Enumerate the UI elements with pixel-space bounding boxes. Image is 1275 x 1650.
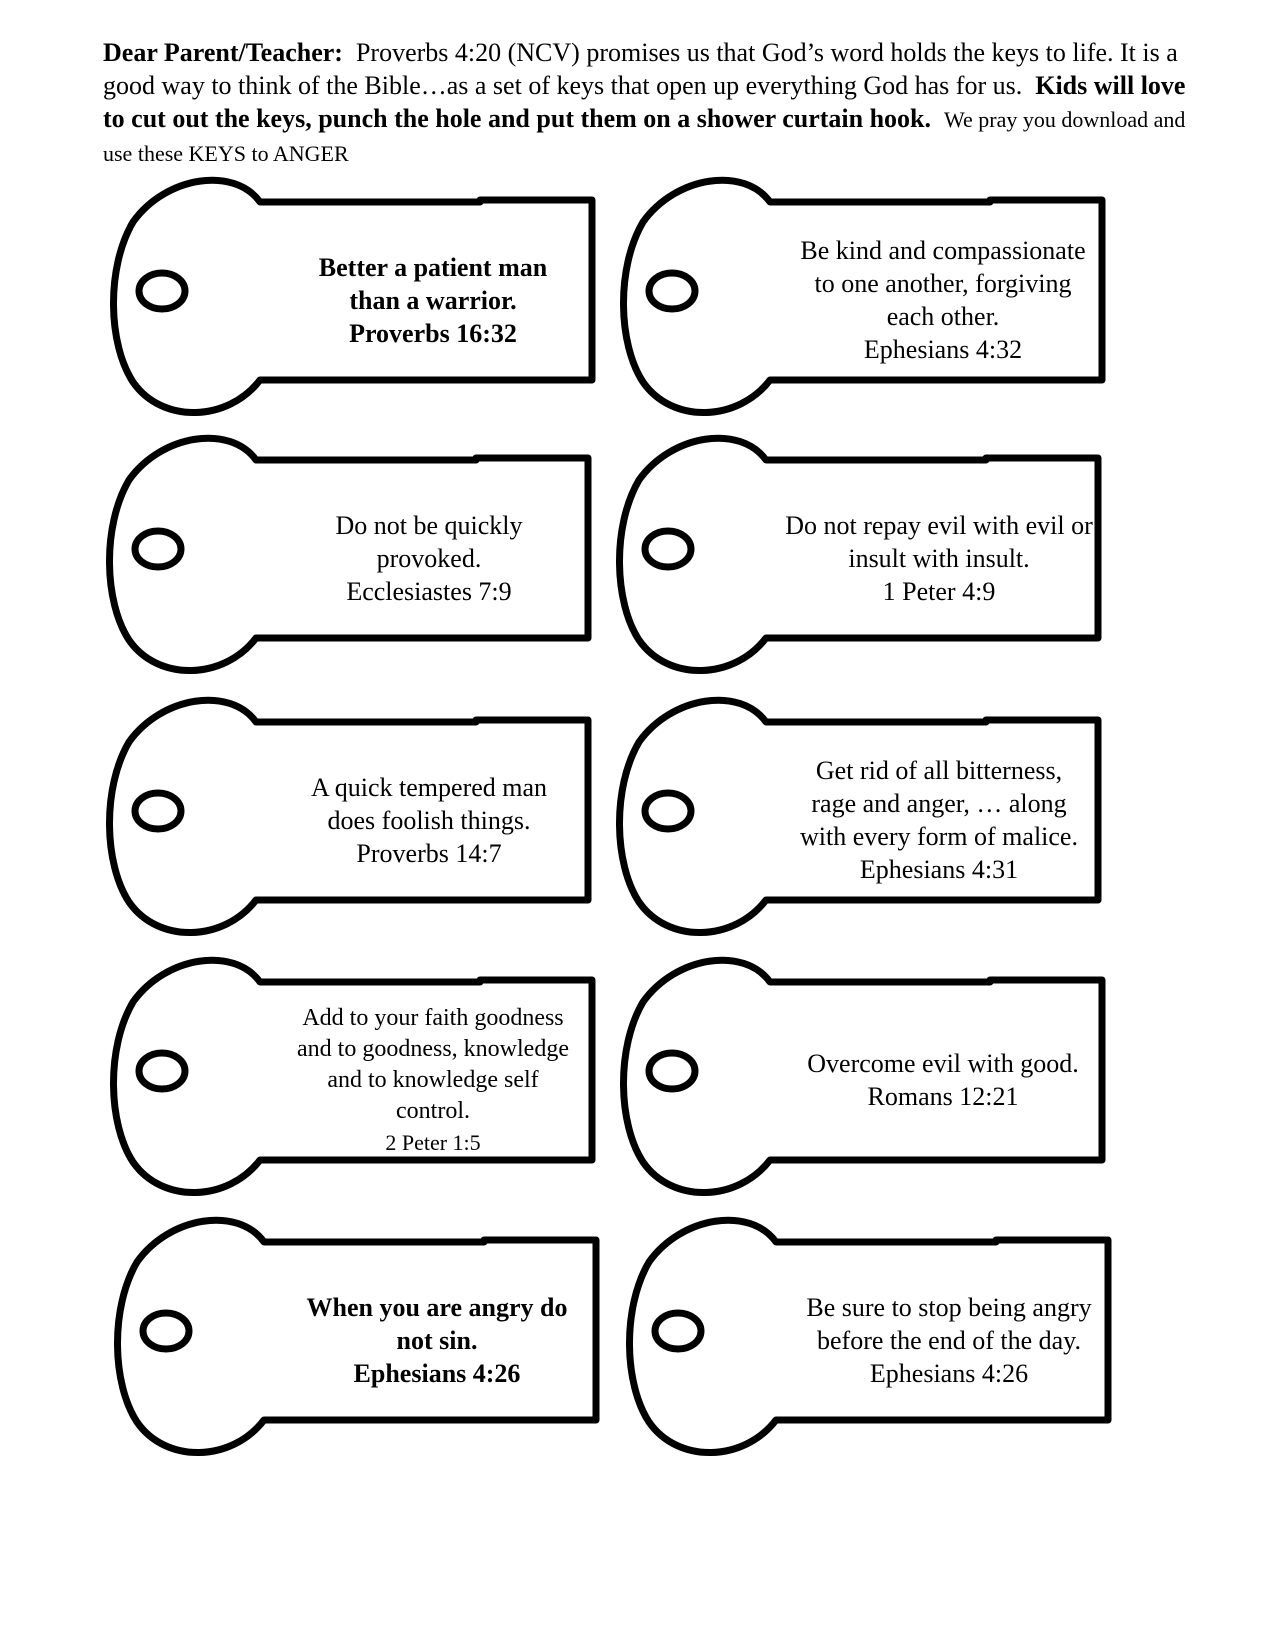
salutation: Dear Parent/Teacher:	[103, 38, 343, 67]
key-line: Better a patient man	[318, 252, 548, 282]
key-card	[624, 1212, 1144, 1474]
key-line: insult with insult.	[848, 543, 1030, 573]
key-card	[108, 952, 628, 1214]
key-card	[614, 430, 1134, 692]
key-reference: Ephesians 4:26	[353, 1358, 521, 1388]
key-reference: 1 Peter 4:9	[882, 576, 996, 606]
key-line: and to knowledge self	[327, 1066, 539, 1093]
key-text	[764, 466, 1114, 650]
key-reference: Ephesians 4:26	[869, 1358, 1029, 1388]
key-text	[258, 988, 608, 1172]
key-card	[108, 172, 628, 434]
key-card	[618, 172, 1138, 434]
key-card	[112, 1212, 632, 1474]
key-reference: Ephesians 4:31	[859, 855, 1019, 884]
key-reference: Proverbs 16:32	[349, 318, 517, 348]
key-text	[768, 208, 1118, 392]
key-line: control.	[396, 1097, 470, 1124]
key-reference: 2 Peter 1:5	[385, 1129, 481, 1155]
key-card	[614, 692, 1134, 954]
key-reference: Proverbs 14:7	[356, 838, 502, 868]
key-reference: Ecclesiastes 7:9	[346, 576, 512, 606]
key-line: When you are angry do	[306, 1292, 568, 1322]
intro-bold-text: Kids will love to cut out the keys, punch the hole and put them on a shower curtain hook.	[103, 71, 1186, 133]
key-line: with every form of malice.	[800, 822, 1078, 851]
intro-paragraph	[103, 36, 1193, 170]
key-line: Get rid of all bitterness,	[815, 756, 1063, 785]
key-card	[104, 430, 624, 692]
key-card	[618, 952, 1138, 1214]
key-line: does foolish things.	[327, 805, 531, 835]
key-line: Overcome evil with good.	[807, 1049, 1079, 1078]
key-line: than a warrior.	[349, 285, 517, 315]
key-line: A quick tempered man	[310, 772, 548, 802]
key-line: provoked.	[376, 543, 482, 573]
key-line: Be kind and compassionate	[800, 236, 1086, 265]
key-line: Be sure to stop being angry	[806, 1292, 1092, 1322]
key-text	[258, 208, 608, 392]
key-text	[768, 988, 1118, 1172]
key-line: to one another, forgiving	[814, 269, 1072, 298]
key-line: not sin.	[396, 1325, 478, 1355]
intro-text: Proverbs 4:20 (NCV) promises us that God’s word holds the keys to life. It is a good way to think of the Bible…as a set of keys that open up everything God has for us.	[103, 38, 1178, 100]
key-line: and to goodness, knowledge	[297, 1035, 569, 1062]
key-reference: Romans 12:21	[867, 1082, 1019, 1111]
key-line: Add to your faith goodness	[302, 1004, 564, 1031]
key-line: Do not repay evil with evil or	[785, 510, 1093, 540]
intro-small-text: We pray you download and use these KEYS to ANGER	[103, 107, 1186, 166]
key-card	[104, 692, 624, 954]
key-text	[262, 1248, 612, 1432]
key-text	[774, 1248, 1124, 1432]
key-text	[764, 728, 1114, 912]
key-text	[254, 728, 604, 912]
key-reference: Ephesians 4:32	[863, 335, 1023, 364]
key-line: before the end of the day.	[817, 1325, 1081, 1355]
key-line: Do not be quickly	[335, 510, 523, 540]
key-text	[254, 466, 604, 650]
key-line: rage and anger, … along	[811, 789, 1067, 818]
key-line: each other.	[886, 302, 1000, 331]
